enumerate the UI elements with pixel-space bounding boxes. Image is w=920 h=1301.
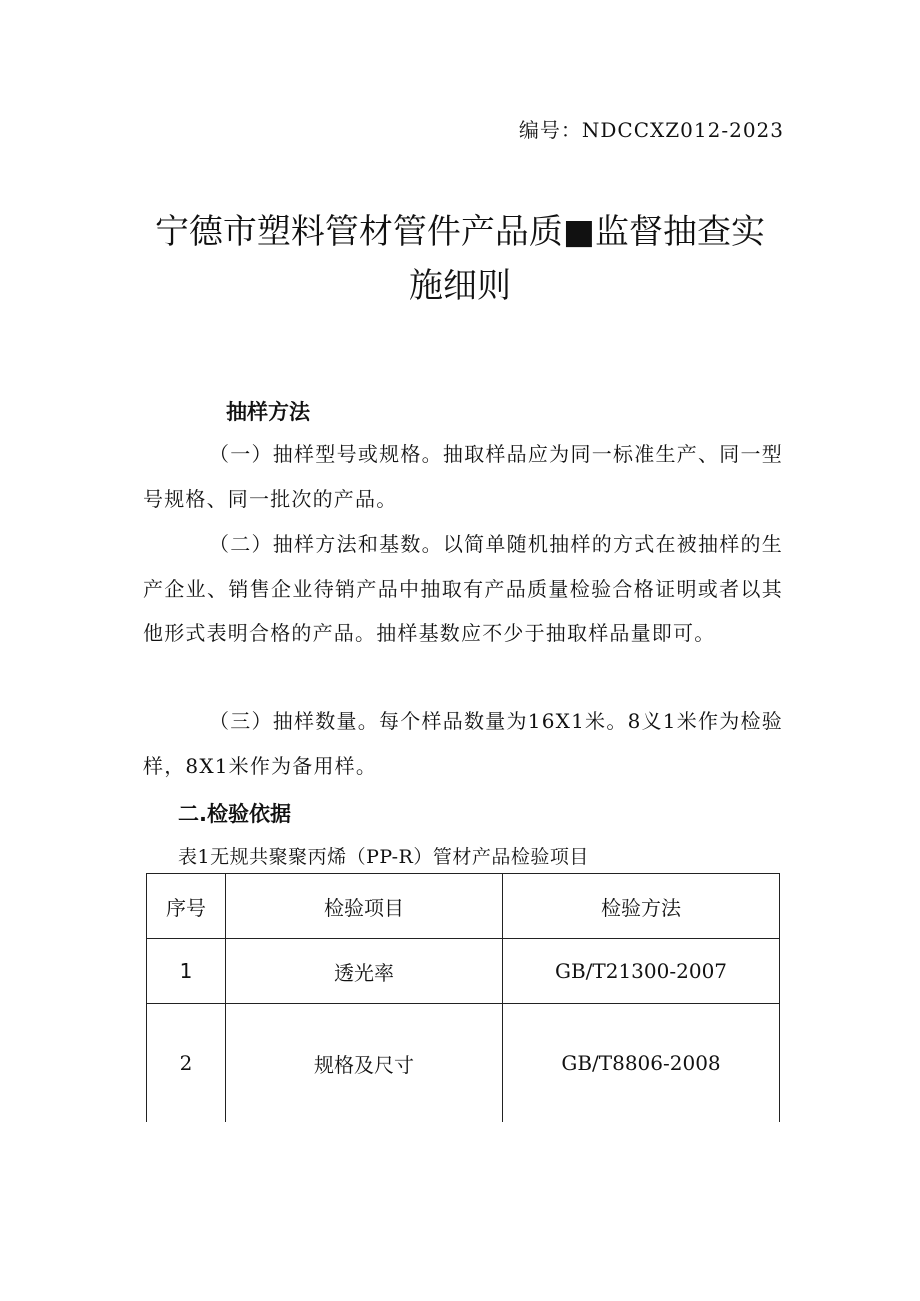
table-row [147,1004,780,1123]
section1-heading: 抽样方法 [226,400,310,424]
cell-method: GB/T21300-2007 [503,939,780,1004]
cell-index: 1 [147,939,226,1004]
header-cell-method: 检验方法 [503,874,780,939]
document-number: 编号：NDCCXZ012-2023 [518,118,784,142]
cell-item: 规格及尺寸 [226,1004,503,1123]
cell-item: 透光率 [226,939,503,1004]
cell-method: GB/T8806-2008 [503,1004,780,1123]
paragraph-sample-method: （二）抽样方法和基数。以简单随机抽样的方式在被抽样的生产企业、销售企业待销产品中抽取有产品质量检验合格证明或者以其他形式表明合格的产品。抽样基数应不少于抽取样品量即可。 [143,532,783,646]
document-title-line1: 宁德市塑料管材管件产品质■监督抽查实 [154,212,766,252]
header-cell-index: 序号 [147,874,226,939]
paragraph-sample-spec: （一）抽样型号或规格。抽取样品应为同一标准生产、同一型号规格、同一批次的产品。 [143,442,783,511]
paragraph-sample-quantity: （三）抽样数量。每个样品数量为16X1米。8义1米作为检验样，8X1米作为备用样。 [143,709,783,778]
inspection-items-table [146,873,780,1122]
cell-index: 2 [147,1004,226,1123]
document-title-line2: 施细则 [409,266,511,306]
section2-heading: 二.检验依据 [178,802,291,826]
header-cell-item: 检验项目 [226,874,503,939]
table-header-row [147,874,780,939]
table-row [147,939,780,1004]
table-caption: 表1无规共聚聚丙烯（PP-R）管材产品检验项目 [178,846,589,868]
